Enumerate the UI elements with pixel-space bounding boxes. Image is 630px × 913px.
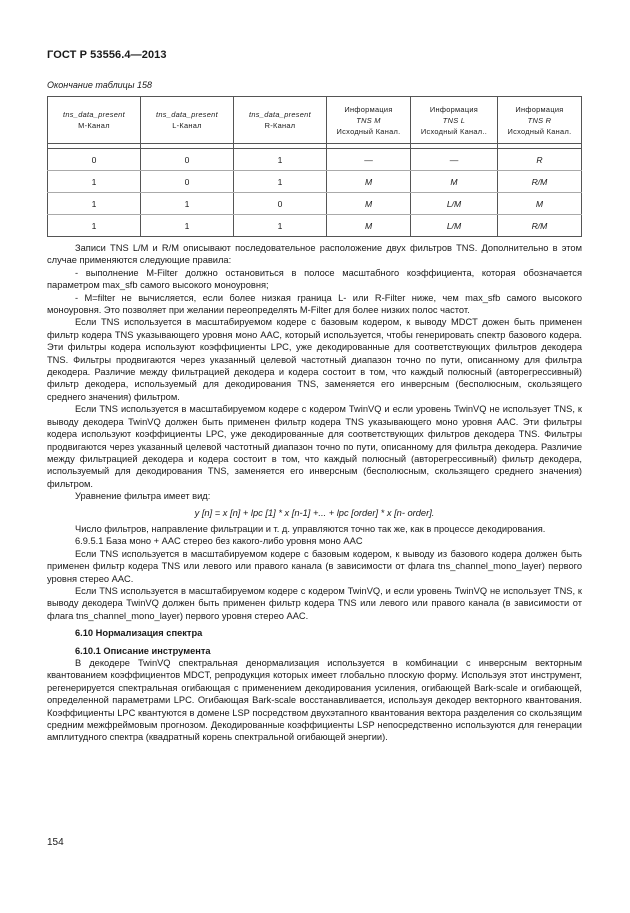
cell: M xyxy=(327,193,411,215)
cell: — xyxy=(327,149,411,171)
cell: — xyxy=(411,149,498,171)
col-header-tns-l: Информация TNS L Исходный Канал.. xyxy=(411,97,498,144)
col-header-tns-m: Информация TNS M Исходный Канал. xyxy=(327,97,411,144)
col-header-l: tns_data_present L-Канал xyxy=(141,97,234,144)
paragraph: Уравнение фильтра имеет вид: xyxy=(75,491,211,502)
document-header: ГОСТ Р 53556.4—2013 xyxy=(47,49,167,61)
paragraph: Число фильтров, направление фильтрации и т. д. управляются точно так же, как в процессе декодирования. xyxy=(75,523,546,534)
col-header-tns-r: Информация TNS R Исходный Канал. xyxy=(497,97,581,144)
cell: M xyxy=(327,171,411,193)
paragraph: Если TNS используется в масштабируемом кодере с базовым кодером, к выводу MDCT дожен быть применен фильтр кодера TNS указывающего уровня моно AAC, который используется, чтобы генерировать спектр базового кодера. Эти фильтры кодера используют коэффициенты LPC, уже декодированные для соответствующих фильтров декодера TNS. Фильтры продвигаются через указанный целевой частотный диапазон точно по пути, описанному для фильтра декодера. Различие между фильтрацией декодера и кодера состоит в том, что каждый полюсный (авторегрессивный) фильтр декодера, используемый для декодирования TNS, заменяется его инверсным (бесполюсным, скользящего среднего значения) фильтром. xyxy=(47,317,582,402)
cell: M xyxy=(327,215,411,237)
paragraph: - выполнение M-Filter должно остановиться в полосе масштабного коэффициента, которая обозначается параметром max_sfb самого высокого моноуровня; xyxy=(47,267,582,291)
formula: y [n] = x [n] + lpc [1] * x [n-1] +... + lpc [order] * x [n- order]. xyxy=(194,507,435,518)
table-row xyxy=(48,193,582,215)
cell: 1 xyxy=(48,215,141,237)
cell: 1 xyxy=(48,193,141,215)
cell: 1 xyxy=(234,171,327,193)
cell: M xyxy=(411,171,498,193)
table-158 xyxy=(47,96,582,237)
cell: L/M xyxy=(411,193,498,215)
cell: M xyxy=(497,193,581,215)
paragraph: - M=filter не вычисляется, если более низкая граница L- или R-Filter ниже, чем max_sfb самого высокого моноуровня. Это позволяет при желании переопределять M-Filter для более низких полос частот. xyxy=(47,292,582,316)
cell: 1 xyxy=(48,171,141,193)
paragraph: Если TNS используется в масштабируемом кодере с базовым кодером, к выводу из базового кодера должен быть применен фильтр кодера TNS или левого или правого канала (в зависимости от флага tns_channel_mono_layer) первого уровня стерео AAC. xyxy=(47,548,582,584)
cell: 0 xyxy=(141,149,234,171)
paragraph: В декодере TwinVQ спектральная денормализация используется в комбинации с инверсным векторным квантованием коэффициентов MDCT, репродукция которых имеет глобально плоскую форму. Используя этот инструмент, регенерируется спектральная огибающая с применением декодирования усиления, огибающей Bark-scale и огибающей, определенной параметрами LPC. Огибающая Bark-scale восстанавливается, используя декодер векторного квантования. Коэффициенты LPC квантуются в домене LSP посредством двухэтапного квантования вектора разделения со скользящим средним межфреймовым прогнозом. Декодированные коэффициенты LSP непосредственно используются для генерации амплитудного спектра (квадратный корень спектральной огибающей энергии). xyxy=(47,658,582,743)
cell: 0 xyxy=(48,149,141,171)
cell: R/M xyxy=(497,171,581,193)
page-number: 154 xyxy=(47,837,64,848)
col-header-m: tns_data_present M-Канал xyxy=(48,97,141,144)
table-row xyxy=(48,215,582,237)
paragraph: Если TNS используется в масштабируемом кодере с кодером TwinVQ, и если уровень TwinVQ не использует TNS, к выводу декодера TwinVQ должен быть применен фильтр кодера TNS или левого или правого канала (в зависимости от флага tns_channel_mono_layer) первого уровня стерео AAC. xyxy=(47,585,582,621)
cell: 0 xyxy=(234,193,327,215)
col-header-r: tns_data_present R-Канал xyxy=(234,97,327,144)
table-row xyxy=(48,171,582,193)
cell: 1 xyxy=(141,193,234,215)
subsection-heading: 6.9.5.1 База моно + AAC стерео без какого-либо уровня моно AAC xyxy=(75,536,363,547)
subsection-heading: 6.10.1 Описание инструмента xyxy=(75,645,211,656)
cell: 0 xyxy=(141,171,234,193)
cell: 1 xyxy=(141,215,234,237)
cell: R/M xyxy=(497,215,581,237)
paragraph: Если TNS используется в масштабируемом кодере с кодером TwinVQ и если уровень TwinVQ не использует TNS, к выводу декодера TwinVQ должен быть применен фильтр кодера TNS указывающего моно уровня AAC. Эти фильтры кодера используют коэффициенты LPC, уже декодированные для соответствующих фильтров декодера TNS. Фильтры продвигаются через указанный целевой частотный диапазон точно по пути, описанному для фильтра декодера. Различие между фильтрацией декодера и кодера состоит в том, что каждый полюсный (авторегрессивный) фильтр декодера, используемый для декодирования TNS, заменяется его инверсным (бесполюсным, скользящего среднего значения) фильтром. xyxy=(47,404,582,489)
body-text xyxy=(47,242,582,744)
cell: L/M xyxy=(411,215,498,237)
table-caption: Окончание таблицы 158 xyxy=(47,80,152,90)
cell: 1 xyxy=(234,149,327,171)
cell: R xyxy=(497,149,581,171)
paragraph: Записи TNS L/M и R/M описывают последовательное расположение двух фильтров TNS. Дополнительно в этом случае применяются следующие правила: xyxy=(47,243,582,266)
section-heading: 6.10 Нормализация спектра xyxy=(75,628,203,639)
table-row xyxy=(48,149,582,171)
cell: 1 xyxy=(234,215,327,237)
